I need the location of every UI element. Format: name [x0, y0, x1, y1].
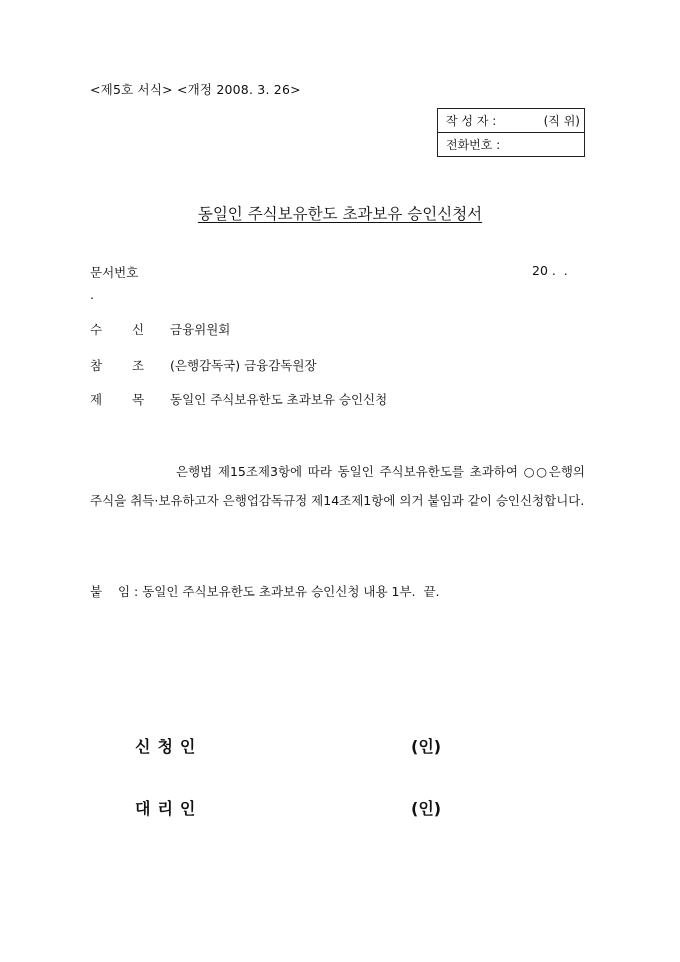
subject-key-1: 제	[90, 392, 103, 407]
author-position: (직 위)	[543, 114, 580, 128]
agent-label: 대리인	[135, 799, 203, 818]
document-title-text: 동일인 주식보유한도 초과보유 승인신청서	[197, 205, 483, 223]
author-info-box	[437, 108, 585, 157]
recipient-key-1: 수	[90, 322, 103, 337]
agent-seal: (인)	[411, 799, 442, 818]
author-label: 작 성 자 :	[446, 114, 497, 128]
body-paragraph: 은행법 제15조제3항에 따라 동일인 주식보유한도를 초과하여 ○○은행의 주식을 취득·보유하고자 은행업감독규정 제14조제1항에 의거 붙임과 같이 승인신청합니다.	[90, 464, 585, 508]
subject-key-2: 목	[132, 392, 145, 407]
applicant-seal: (인)	[411, 737, 442, 756]
doc-number-label: 문서번호	[90, 265, 139, 280]
recipient-value: 금융위원회	[170, 322, 231, 337]
author-cell	[438, 109, 585, 133]
dot-line: .	[90, 287, 94, 302]
recipient-key-2: 신	[132, 322, 145, 337]
form-number: <제5호 서식> <개정 2008. 3. 26>	[90, 82, 301, 97]
phone-label: 전화번호 :	[446, 138, 501, 152]
document-title	[0, 202, 680, 224]
reference-value: (은행감독국) 금융감독원장	[170, 358, 317, 373]
reference-key-1: 참	[90, 358, 103, 373]
subject-value: 동일인 주식보유한도 초과보유 승인신청	[170, 392, 388, 407]
applicant-label: 신청인	[135, 737, 203, 756]
date-field: 20 . .	[532, 263, 568, 278]
phone-cell	[438, 133, 585, 157]
attachment-line: 붙 임 : 동일인 주식보유한도 초과보유 승인신청 내용 1부. 끝.	[90, 584, 440, 599]
reference-key-2: 조	[132, 358, 145, 373]
